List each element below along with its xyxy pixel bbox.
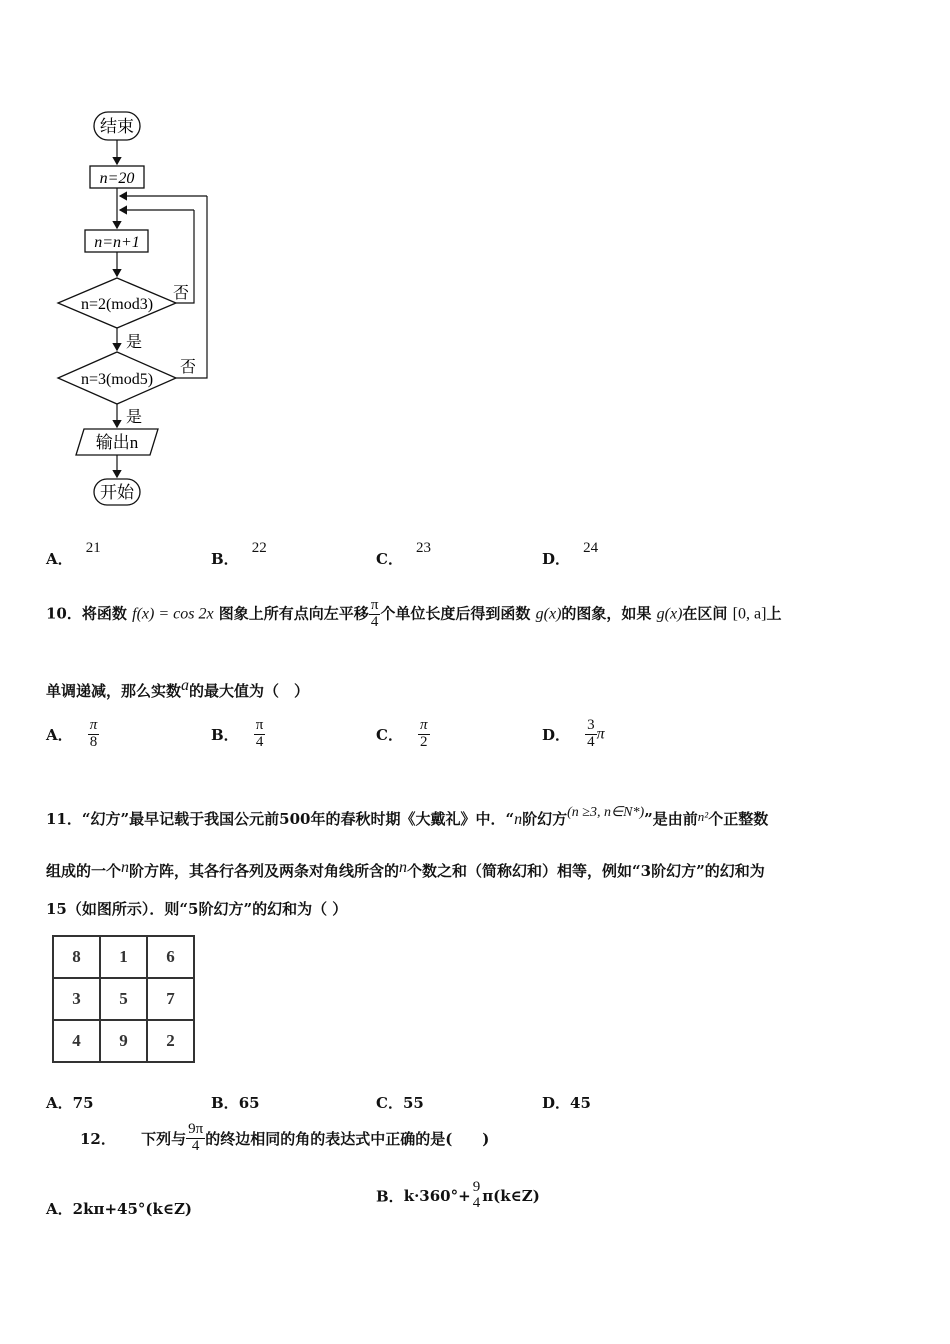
option-value: 21 (85, 540, 101, 556)
option-value: k·360°+ (403, 1186, 471, 1205)
q10-text: 在区间 (682, 604, 728, 623)
q11-text: 个数之和（简称幻和）相等，例如“3阶幻方”的幻和为 (407, 862, 765, 880)
option-label: D． (542, 550, 571, 568)
square-cell: 5 (100, 978, 147, 1020)
q12-stem (80, 1122, 489, 1155)
q12-option-b (376, 1180, 540, 1212)
square-cell: 2 (147, 1020, 194, 1062)
q9-option-a (46, 536, 101, 568)
option-label: A． (46, 1200, 73, 1218)
yes-label-1: 是 (126, 334, 143, 351)
q11-line3 (46, 898, 347, 919)
q10-option-c (376, 718, 430, 751)
option-fraction (88, 718, 100, 751)
q9-option-c (376, 536, 432, 568)
q11-line2 (46, 860, 765, 881)
magic-square (52, 935, 195, 1063)
square-cell: 8 (53, 936, 100, 978)
denominator: 4 (370, 613, 379, 630)
q10-text: 个单位长度后得到函数 (380, 604, 531, 623)
denominator: 4 (255, 733, 264, 750)
condition: (n ≥3, n∈N*) (567, 805, 645, 820)
variable-a: a (181, 677, 190, 694)
function-f: f(x) = cos 2x (132, 605, 214, 623)
numerator: π (255, 717, 264, 733)
q10-line1 (46, 598, 781, 631)
option-label: C． (376, 1094, 403, 1112)
option-fraction (585, 718, 597, 751)
numerator: 3 (587, 717, 595, 733)
denominator: 4 (191, 1137, 200, 1154)
q10-text: 的最大值为（ ） (189, 682, 310, 700)
question-number: 10． (46, 604, 82, 623)
q10-text: 将函数 (81, 604, 127, 623)
yes-label-2: 是 (126, 409, 143, 426)
variable-n: n (121, 859, 130, 876)
square-cell: 7 (147, 978, 194, 1020)
option-value: 65 (238, 1094, 260, 1112)
q12-text: 下列与 (141, 1129, 187, 1148)
numerator: π (370, 597, 379, 613)
option-value: 24 (583, 540, 599, 556)
function-g: g(x) (656, 605, 683, 623)
q11-line1 (46, 805, 769, 829)
numerator: 9π (188, 1121, 204, 1137)
numerator: 9 (472, 1179, 481, 1195)
q11-option-c (376, 1092, 424, 1113)
q12-option-a (46, 1198, 192, 1219)
pi-suffix: π (596, 725, 605, 743)
option-label: C． (376, 550, 403, 568)
n-squared: n² (697, 809, 709, 824)
q11-text: 组成的一个 (46, 862, 122, 880)
option-fraction (418, 718, 430, 751)
option-label: B． (211, 725, 239, 744)
square-cell: 9 (100, 1020, 147, 1062)
q9-option-d (542, 536, 599, 568)
option-fraction (254, 718, 266, 751)
numerator: π (89, 717, 98, 733)
shift-fraction (369, 598, 381, 631)
init-label: n=20 (99, 170, 135, 187)
numerator: π (420, 717, 428, 733)
denominator: 4 (587, 733, 595, 750)
option-label: B． (211, 550, 239, 568)
q10-text: 图象上所有点向左平移 (218, 604, 369, 623)
question-number: 12． (80, 1129, 116, 1148)
condition2-label: n=3(mod5) (80, 371, 154, 388)
option-label: C． (376, 725, 403, 744)
variable-n: n (514, 811, 523, 828)
square-cell: 4 (53, 1020, 100, 1062)
flowchart (40, 100, 240, 520)
option-value: 45 (570, 1094, 591, 1112)
option-label: B． (211, 1094, 239, 1112)
q10-option-b (211, 718, 265, 751)
option-value: 22 (251, 540, 267, 556)
denominator: 4 (472, 1194, 481, 1211)
option-value: 23 (416, 540, 432, 556)
variable-n: n (399, 859, 408, 876)
interval: [0, a] (732, 605, 767, 623)
square-cell: 6 (147, 936, 194, 978)
denominator: 8 (89, 733, 98, 750)
output-label: 输出n (95, 433, 139, 452)
option-value-suffix: π(k∈Z) (482, 1186, 540, 1205)
condition1-label: n=2(mod3) (80, 296, 154, 313)
q10-option-a (46, 718, 99, 751)
option-label: B． (376, 1187, 404, 1206)
q10-text: 上 (766, 604, 782, 623)
option-label: A． (46, 550, 73, 568)
option-label: A． (46, 1094, 73, 1112)
start-label: 开始 (100, 483, 134, 502)
q11-text: “幻方”最早记载于我国公元前500年的春秋时期《大戴礼》中．“ (81, 810, 515, 828)
q11-text: 阶幻方 (522, 810, 568, 828)
end-label: 结束 (100, 117, 134, 136)
q11-text: 阶方阵，其各行各列及两条对角线所含的 (129, 862, 400, 880)
q10-text: 的图象，如果 (561, 604, 652, 623)
q12-text: 的终边相同的角的表达式中正确的是( ) (205, 1129, 490, 1148)
q10-option-d (542, 718, 605, 751)
no-label-1: 否 (173, 285, 190, 302)
q11-option-d (542, 1092, 591, 1113)
option-label: A． (46, 725, 73, 744)
option-value: 55 (402, 1094, 424, 1112)
square-cell: 1 (100, 936, 147, 978)
option-fraction (471, 1180, 483, 1212)
q11-text: 个正整数 (708, 810, 769, 828)
square-cell: 3 (53, 978, 100, 1020)
q9-option-b (211, 536, 267, 568)
option-label: D． (542, 725, 571, 744)
q10-text: 单调递减，那么实数 (46, 682, 182, 700)
option-value: 2kπ+45°(k∈Z) (72, 1200, 193, 1218)
denominator: 2 (420, 733, 428, 750)
q11-text: ”是由前 (644, 810, 698, 828)
q11-text: 15（如图所示）．则“5阶幻方”的幻和为（ ） (46, 900, 348, 918)
increment-label: n=n+1 (94, 234, 140, 251)
q11-option-a (46, 1092, 94, 1113)
question-number: 11． (46, 810, 82, 828)
q11-option-b (211, 1092, 260, 1113)
function-g: g(x) (535, 605, 562, 623)
angle-fraction (186, 1122, 205, 1155)
option-value: 75 (72, 1094, 94, 1112)
q10-line2 (46, 677, 310, 701)
no-label-2: 否 (180, 359, 197, 376)
option-label: D． (542, 1094, 571, 1112)
